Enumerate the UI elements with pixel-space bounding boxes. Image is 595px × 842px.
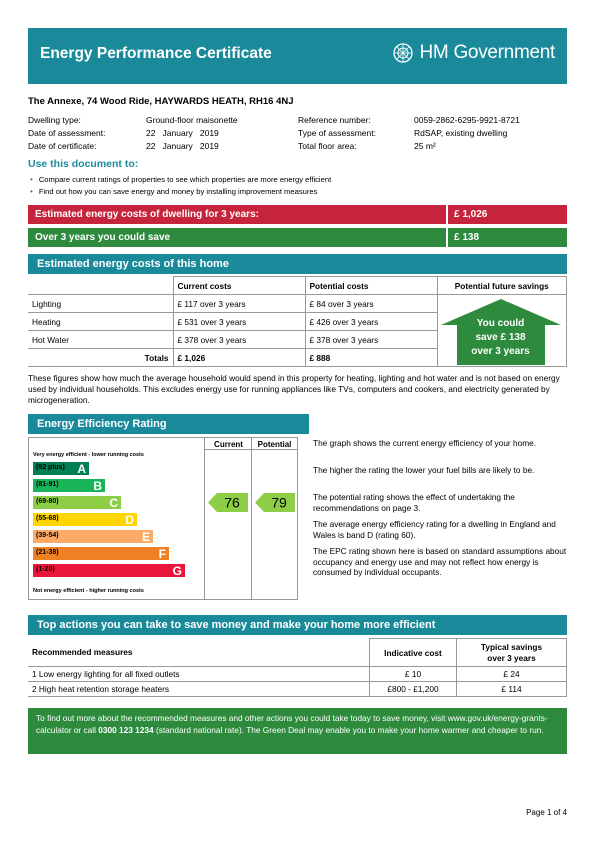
header-banner [28, 28, 567, 84]
floor-area-label: Total floor area: [298, 141, 357, 151]
assessment-type-value: RdSAP, existing dwelling [414, 128, 508, 138]
band-range: (1-20) [36, 566, 55, 573]
hm-government-logo [392, 42, 555, 64]
phone-number: 0300 123 1234 [98, 725, 154, 735]
bullet-dot-icon: • [30, 187, 33, 196]
actions-section-header: Top actions you can take to save money and make your home more efficient [28, 615, 567, 635]
band-range: (81-91) [36, 481, 59, 488]
col-potential-rating: Potential [257, 440, 292, 449]
rating-band-a [33, 462, 89, 475]
band-range: (69-80) [36, 498, 59, 505]
col-current-rating: Current [214, 440, 243, 449]
reference-label: Reference number: [298, 115, 371, 125]
col-typical-savings: Typical savings over 3 years [457, 639, 567, 667]
band-letter: E [141, 530, 150, 544]
dwelling-type-label: Dwelling type: [28, 115, 81, 125]
band-letter: A [77, 462, 86, 476]
costs-table [28, 276, 567, 367]
band-range: (55-68) [36, 515, 59, 522]
col-current-costs: Current costs [173, 277, 305, 295]
property-address: The Annexe, 74 Wood Ride, HAYWARDS HEATH, RH16 4NJ [28, 96, 294, 107]
date-certificate-label: Date of certificate: [28, 141, 97, 151]
use-document-title: Use this document to: [28, 158, 139, 170]
rating-band-g [33, 564, 185, 577]
costs-note: These figures show how much the average household would spend in this property for heating, lighting and hot water and is not based on energy used by individual households. This excludes energy use for running appliances like TVs, computers and cookers, and electricity generated by microgeneration. [28, 373, 560, 405]
efficiency-text-1: The graph shows the current energy efficiency of your home. [313, 438, 537, 448]
col-measures: Recommended measures [28, 639, 370, 667]
efficiency-section-header: Energy Efficiency Rating [28, 414, 309, 434]
rating-band-f [33, 547, 169, 560]
band-letter: C [109, 496, 118, 510]
col-potential-costs: Potential costs [305, 277, 437, 295]
not-efficient-note: Not energy efficient - higher running costs [33, 588, 144, 594]
efficiency-text-2: The higher the rating the lower your fuel bills are likely to be. [313, 465, 535, 475]
gov-name: HM Government [419, 42, 555, 63]
table-row: Hot Water £ 378 over 3 years £ 378 over 3 years [28, 331, 567, 349]
band-range: (21-38) [36, 549, 59, 556]
floor-area-value: 25 m² [414, 141, 436, 151]
green-deal-info: To find out more about the recommended measures and other actions you could take today to save money, visit www.gov.uk/energy-grants-calculator or call 0300 123 1234 (standard national rate). The Green Deal may enable you to make your home warmer and cheaper to run. [28, 708, 567, 754]
page-title: Energy Performance Certificate [40, 45, 272, 62]
band-letter: B [93, 479, 102, 493]
col-future-savings: Potential future savings [437, 277, 567, 295]
potential-rating-marker [255, 493, 295, 512]
efficiency-chart [28, 437, 298, 600]
table-row: Lighting £ 117 over 3 years £ 84 over 3 years You could save £ 138 over 3 years [28, 295, 567, 313]
rating-band-c [33, 496, 121, 509]
table-row: Heating £ 531 over 3 years £ 426 over 3 years [28, 313, 567, 331]
crest-icon [392, 42, 414, 64]
actions-table [28, 638, 567, 697]
band-letter: F [158, 547, 166, 561]
date-assessment-label: Date of assessment: [28, 128, 106, 138]
assessment-type-label: Type of assessment: [298, 128, 376, 138]
savings-line-2: save £ 138 [475, 332, 526, 343]
potential-saving-bar: Over 3 years you could save £ 138 [28, 228, 567, 247]
efficiency-text-5: The EPC rating shown here is based on standard assumptions about occupancy and energy use and may not reflect how energy is consumed by individual occupants. [313, 546, 567, 577]
rating-band-e [33, 530, 153, 543]
savings-line-1: You could [476, 318, 525, 329]
very-efficient-note: Very energy efficient - lower running costs [33, 452, 144, 458]
costs-section-header: Estimated energy costs of this home [28, 254, 567, 274]
band-letter: G [172, 564, 182, 578]
efficiency-text-4: The average energy efficiency rating for a dwelling in England and Wales is band D (rating 60). [313, 519, 556, 540]
date-assessment-value: 22 January 2019 [146, 128, 219, 138]
table-row: 1 Low energy lighting for all fixed outlets £ 10 £ 24 [28, 667, 567, 682]
band-letter: D [125, 513, 134, 527]
page-number: Page 1 of 4 [526, 808, 567, 817]
dwelling-type-value: Ground-floor maisonette [146, 115, 238, 125]
date-certificate-value: 22 January 2019 [146, 141, 219, 151]
reference-value: 0059-2862-6295-9921-8721 [414, 115, 520, 125]
current-rating-marker-value: 76 [224, 494, 240, 511]
table-row: 2 High heat retention storage heaters £800 - £1,200 £ 114 [28, 682, 567, 697]
savings-arrow-cell [437, 295, 567, 367]
rating-band-b [33, 479, 105, 492]
use-bullet-1: • Compare current ratings of properties to see which properties are more energy efficient [30, 175, 332, 184]
use-bullet-2: • Find out how you can save energy and money by installing improvement measures [30, 187, 318, 196]
band-range: (39-54) [36, 532, 59, 539]
totals-row: Totals £ 1,026 £ 888 [28, 349, 567, 367]
potential-rating-marker-value: 79 [271, 494, 287, 511]
col-indicative-cost: Indicative cost [370, 639, 457, 667]
efficiency-text-3: The potential rating shows the effect of undertaking the recommendations on page 3. [313, 492, 515, 513]
bullet-dot-icon: • [30, 175, 33, 184]
band-range: (92 plus) [36, 464, 65, 471]
savings-line-3: over 3 years [471, 346, 530, 357]
rating-band-d [33, 513, 137, 526]
estimated-cost-bar: Estimated energy costs of dwelling for 3 years: £ 1,026 [28, 205, 567, 224]
current-rating-marker [208, 493, 248, 512]
